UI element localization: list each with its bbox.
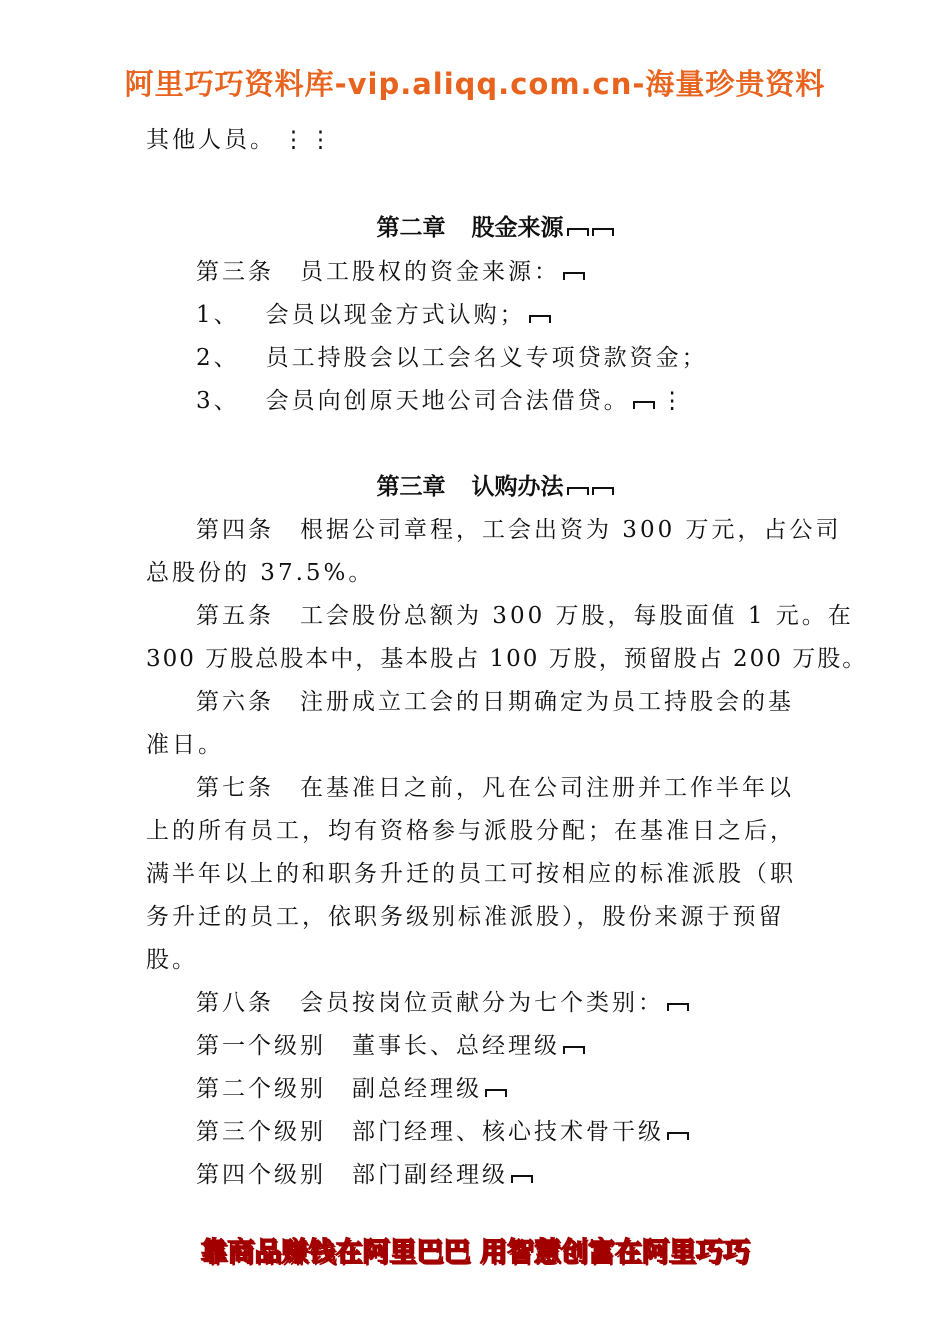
list-item: 第三个级别 部门经理、核心技术骨干级 xyxy=(196,1116,950,1148)
list-item: 1、 会员以现金方式认购； xyxy=(196,299,950,331)
format-mark xyxy=(511,1175,533,1183)
format-mark xyxy=(667,1132,689,1140)
format-mark xyxy=(592,228,614,236)
article-line: 300 万股总股本中，基本股占 100 万股，预留股占 200 万股。 xyxy=(146,646,868,672)
format-mark xyxy=(563,1046,585,1054)
format-mark xyxy=(667,1003,689,1011)
article-line: 第四条 根据公司章程，工会出资为 300 万元，占公司 xyxy=(196,517,842,543)
format-mark xyxy=(567,487,589,495)
article-line: 上的所有员工，均有资格参与派股分配；在基准日之后， xyxy=(146,818,796,844)
list-item: 第四个级别 部门副经理级 xyxy=(196,1159,950,1191)
list-item: 第一个级别 董事长、总经理级 xyxy=(196,1030,950,1062)
article-line: 总股份的 37.5%。 xyxy=(146,560,375,586)
article-line: 第三条 员工股权的资金来源： xyxy=(196,256,950,288)
format-mark: ⋮ xyxy=(660,388,688,414)
format-mark: ⋮⋮ xyxy=(282,127,336,153)
article-line: 务升迁的员工，依职务级别标准派股），股份来源于预留 xyxy=(146,904,785,930)
article-line: 第七条 在基准日之前，凡在公司注册并工作半年以 xyxy=(196,775,794,801)
list-item: 第二个级别 副总经理级 xyxy=(196,1073,950,1105)
format-mark xyxy=(563,272,585,280)
header-banner: 阿里巧巧资料库-vip.aliqq.com.cn-海量珍贵资料 xyxy=(124,67,826,101)
chapter-heading: 第三章 认购办法 xyxy=(20,471,950,503)
text-line: 其他人员。 ⋮⋮ xyxy=(146,124,950,156)
format-mark xyxy=(592,487,614,495)
footer-banner: 靠商品赚钱在阿里巴巴 用智慧创富在阿里巧巧 xyxy=(200,1237,750,1268)
format-mark xyxy=(485,1089,507,1097)
article-line: 股。 xyxy=(146,947,198,973)
format-mark xyxy=(633,401,655,409)
chapter-heading: 第二章 股金来源 xyxy=(20,212,950,244)
format-mark xyxy=(567,228,589,236)
list-item: 3、 会员向创原天地公司合法借贷。 ⋮ xyxy=(196,385,950,417)
list-item: 2、 员工持股会以工会名义专项贷款资金； xyxy=(196,345,708,371)
format-mark xyxy=(529,315,551,323)
article-line: 准日。 xyxy=(146,732,224,758)
article-line: 满半年以上的和职务升迁的员工可按相应的标准派股（职 xyxy=(146,861,796,887)
article-line: 第五条 工会股份总额为 300 万股，每股面值 1 元。在 xyxy=(196,603,854,629)
article-line: 第六条 注册成立工会的日期确定为员工持股会的基 xyxy=(196,689,794,715)
article-line: 第八条 会员按岗位贡献分为七个类别： xyxy=(196,987,950,1019)
